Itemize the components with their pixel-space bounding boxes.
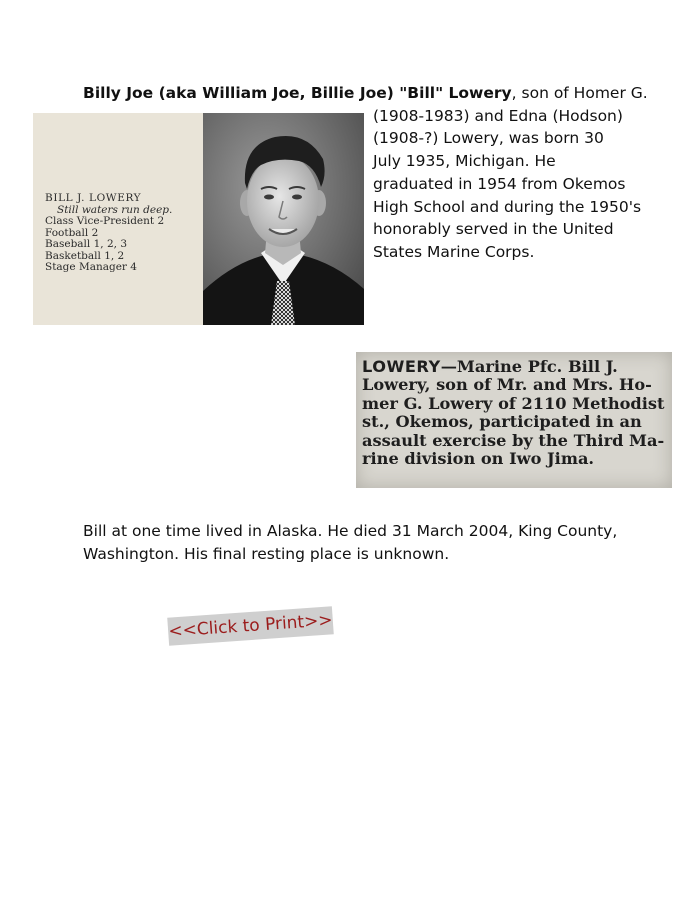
bio-first-line	[83, 82, 648, 105]
newspaper-line: assault exercise by the Third Ma-	[362, 430, 665, 450]
newspaper-headline: LOWERY	[362, 357, 441, 376]
yearbook-activity: Stage Manager 4	[45, 261, 137, 273]
bio-paragraph	[373, 105, 673, 264]
bio-first-line-rest: , son of Homer G.	[511, 84, 648, 102]
bio-line: (1908-?) Lowery, was born 30	[373, 129, 604, 148]
yearbook-portrait-photo	[203, 113, 364, 325]
yearbook-motto: Still waters run deep.	[57, 203, 173, 216]
bio-line: States Marine Corps.	[373, 242, 535, 261]
print-button[interactable]: <<Click to Print>>	[167, 606, 334, 645]
newspaper-line: rine division on Iwo Jima.	[362, 449, 595, 469]
bio-line: July 1935, Michigan. He	[373, 152, 556, 171]
yearbook-activity: Football 2	[45, 226, 99, 239]
yearbook-activity: Class Vice-President 2	[45, 215, 165, 227]
newspaper-line: st., Okemos, participated in an	[362, 412, 642, 432]
newspaper-line: Lowery, son of Mr. and Mrs. Ho-	[362, 375, 652, 395]
newspaper-line: —Marine Pfc. Bill J.	[440, 357, 618, 376]
bio-line: honorably served in the United	[373, 220, 614, 239]
newspaper-clipping	[356, 352, 672, 488]
newspaper-line: mer G. Lowery of 2110 Methodist	[362, 393, 665, 413]
newspaper-article	[362, 358, 666, 468]
closing-line: Washington. His final resting place is unknown.	[83, 544, 450, 563]
yearbook-activity: Baseball 1, 2, 3	[45, 238, 128, 250]
bio-name: Billy Joe (aka William Joe, Billie Joe) "Bill" Lowery	[83, 84, 512, 102]
yearbook-clipping	[33, 113, 364, 325]
yearbook-caption	[45, 193, 172, 274]
bio-line: (1908-1983) and Edna (Hodson)	[373, 106, 623, 125]
bio-line: graduated in 1954 from Okemos	[373, 174, 626, 193]
yearbook-activity: Basketball 1, 2	[45, 249, 125, 262]
closing-line: Bill at one time lived in Alaska. He died 31 March 2004, King County,	[83, 522, 618, 540]
bio-line: High School and during the 1950's	[373, 197, 642, 216]
yearbook-name: BILL J. LOWERY	[45, 192, 142, 204]
closing-paragraph	[83, 520, 617, 565]
